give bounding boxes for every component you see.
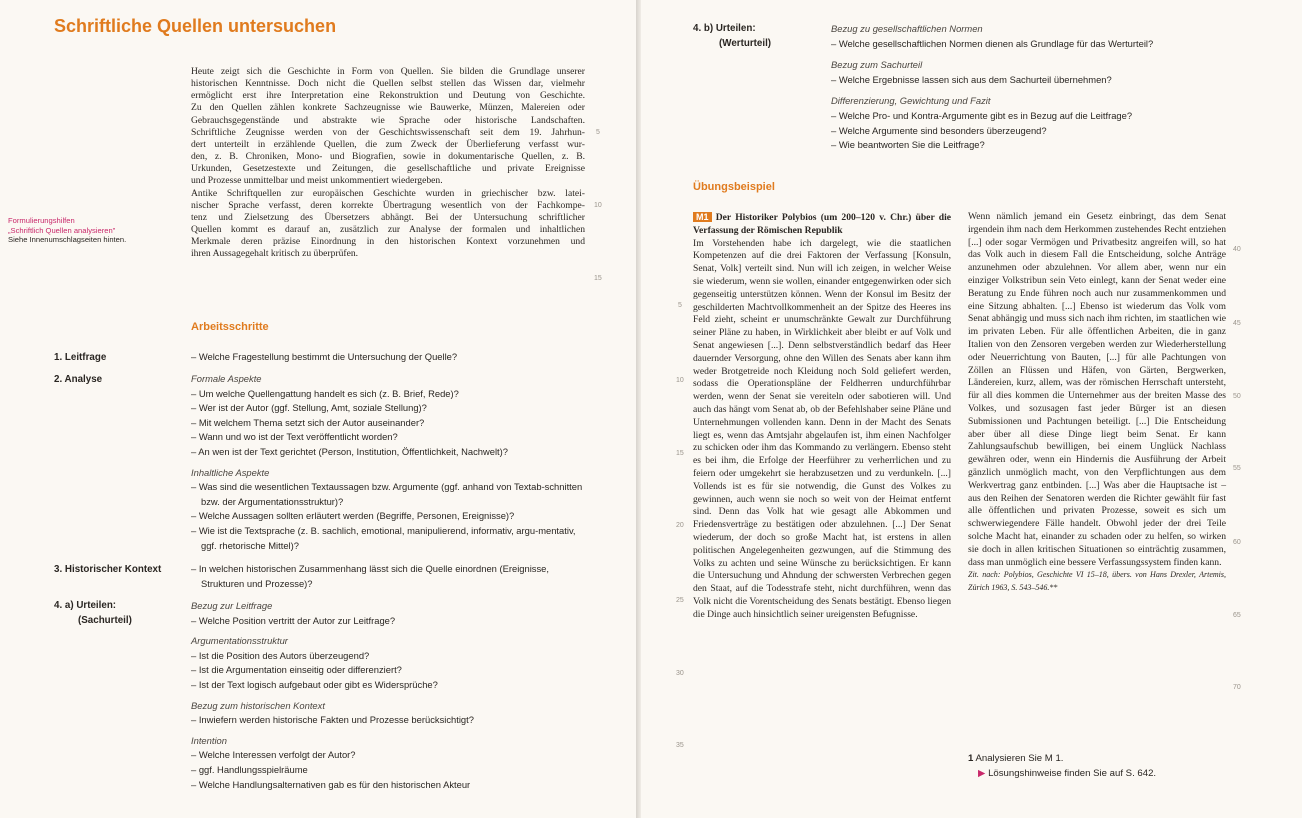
- question: – Welche Argumente sind besonders überzeugend?: [831, 124, 1047, 136]
- intro-line: Antike Schriftquellen zur europäischen Geschichte wurden in griechischer bzw. latei-: [191, 187, 585, 199]
- source-column-2: [968, 211, 1226, 595]
- source-citation: Zit. nach: Polybios, Geschichte VI 15–18, übers. von Hans Drexler, Artemis, Zürich 1963, S. 543–546.**: [968, 570, 1226, 592]
- step-subheading: Bezug zu gesellschaftlichen Normen: [831, 23, 983, 34]
- step-subheading: Bezug zum historischen Kontext: [191, 699, 325, 711]
- intro-line: ermöglicht erst ihre Interpretation eine Rekonstruktion und Deutung von Geschichte.: [191, 90, 585, 102]
- line-number: 55: [1233, 465, 1241, 472]
- question: – Welche Aussagen sollten erläutert werden (Begriffe, Personen, Ereignisse)?: [191, 510, 515, 522]
- intro-paragraph: [191, 66, 585, 261]
- line-number: 70: [1233, 684, 1241, 691]
- intro-line: ihren Aussagegehalt kritisch zu überprüfen.: [191, 248, 359, 260]
- step-4a-label: 4. a) Urteilen:: [54, 600, 117, 611]
- line-number: 20: [676, 522, 684, 529]
- line-number: 45: [1233, 320, 1241, 327]
- line-number: 65: [1233, 612, 1241, 619]
- intro-line: Heute zeigt sich die Geschichte in Form von Quellen. Sie bilden die Grundlage unserer: [191, 66, 585, 77]
- task-text: Analysieren Sie M 1.: [975, 753, 1064, 764]
- side-note-label: Formulierungshilfen: [8, 216, 75, 225]
- step-4b: [831, 22, 1251, 153]
- line-number: 10: [676, 377, 684, 384]
- left-page: [0, 0, 636, 818]
- task: [968, 751, 1228, 781]
- question: – Ist der Text logisch aufgebaut oder gibt es Widersprüche?: [191, 678, 438, 690]
- question: – Welche Pro- und Kontra-Argumente gibt es in Bezug auf die Leitfrage?: [831, 109, 1133, 121]
- intro-line: Schriftliche Zeugnisse werden von der Geschichtswissenschaft seit dem 19. Jahrhun-: [191, 126, 585, 138]
- question: – Ist die Argumentation einseitig oder differenziert?: [191, 664, 402, 676]
- step-subheading: Intention: [191, 734, 227, 746]
- source-title-text: Der Historiker Polybios (um 200–120 v. Chr.) über die Verfassung der Römischen Republik: [693, 212, 951, 236]
- step-3: [191, 562, 591, 591]
- line-number: 50: [1233, 393, 1241, 400]
- step-4a: [191, 599, 591, 792]
- step-subheading: Bezug zum Sachurteil: [831, 59, 923, 71]
- intro-line: nischer Sprache verfasst, deren korrekte Übertragung wesentlich von der Fachkompe-: [191, 199, 585, 211]
- step-2: [191, 372, 591, 553]
- arrow-right-icon: ▶: [978, 768, 986, 779]
- line-number: 5: [596, 129, 600, 136]
- example-heading: Übungsbeispiel: [693, 181, 775, 193]
- side-note-quote: „Schriftlich Quellen analysieren": [8, 225, 116, 235]
- question: – Welche Fragestellung bestimmt die Untersuchung der Quelle?: [191, 351, 458, 362]
- source-badge: M1: [693, 212, 712, 222]
- step-subheading: Bezug zur Leitfrage: [191, 600, 273, 611]
- step-subheading: Inhaltliche Aspekte: [191, 466, 270, 478]
- question: – Welche Ergebnisse lassen sich aus dem Sachurteil übernehmen?: [831, 73, 1112, 85]
- source-title: [693, 211, 951, 238]
- intro-line: Zu den Quellen zählen konkrete Sachzeugnisse wie Bauwerke, Münzen, Malereien oder: [191, 102, 585, 114]
- line-number: 25: [676, 597, 684, 604]
- step-2-label: 2. Analyse: [54, 374, 103, 385]
- step-subheading: Argumentationsstruktur: [191, 635, 288, 647]
- question: – Was sind die wesentlichen Textaussagen bzw. Argumente (ggf. anhand von Textab-schnitten bzw. der Argumentationsstruktur)?: [191, 481, 583, 507]
- line-number: 10: [594, 202, 602, 209]
- intro-line: Gebrauchsgegenstände und abstrakte wie Sprache oder historische Landschaften.: [191, 114, 585, 126]
- task-hint[interactable]: Lösungshinweise finden Sie auf S. 642.: [988, 768, 1157, 779]
- step-4a-sub: (Sachurteil): [78, 615, 132, 626]
- question: – Wie ist die Textsprache (z. B. sachlich, emotional, manipulierend, informativ, argu-mentativ, ggf. rhetorische Mittel)?: [191, 524, 576, 551]
- intro-line: Quellen kommt es darauf an, zusätzlich zur Analyse der formalen und inhaltlichen: [191, 224, 585, 236]
- step-1: [191, 350, 591, 365]
- task-line: [968, 751, 1228, 766]
- intro-line: dert unterteilt in erzählende Quellen, die zum Zweck der Überlieferung verfasst wur-: [191, 138, 585, 150]
- side-note: [8, 216, 178, 245]
- steps-heading: Arbeitsschritte: [191, 321, 269, 333]
- question: – Welche Handlungsalternativen gab es für den historischen Akteur: [191, 778, 471, 790]
- question: – Wer ist der Autor (ggf. Stellung, Amt, soziale Stellung)?: [191, 402, 427, 414]
- line-number: 15: [676, 450, 684, 457]
- question: – Wie beantworten Sie die Leitfrage?: [831, 139, 985, 151]
- intro-line: tenz und Zielsetzung des Übersetzers abhängt. Bei der Untersuchung schriftlicher: [191, 211, 585, 223]
- question: – ggf. Handlungsspielräume: [191, 763, 308, 775]
- question: – Um welche Quellengattung handelt es sich (z. B. Brief, Rede)?: [191, 387, 459, 399]
- line-number: 30: [676, 670, 684, 677]
- step-4b-label: 4. b) Urteilen:: [693, 23, 756, 34]
- task-number: 1: [968, 753, 974, 764]
- intro-line: und Prozesse unmittelbar und meist unkommentiert wiedergeben.: [191, 175, 443, 187]
- step-subheading: Differenzierung, Gewichtung und Fazit: [831, 95, 991, 107]
- intro-line: den, z. B. Chroniken, Mono- und Biografien, sowie in dokumentarische Quellen, z. B.: [191, 151, 585, 163]
- step-4b-sub: (Werturteil): [719, 38, 772, 49]
- line-number: 5: [678, 302, 682, 309]
- line-number: 40: [1233, 246, 1241, 253]
- question: – Ist die Position des Autors überzeugend?: [191, 649, 370, 661]
- page-title: Schriftliche Quellen untersuchen: [54, 16, 337, 36]
- question: – Wann und wo ist der Text veröffentlicht worden?: [191, 431, 398, 443]
- intro-line: Urkunden, Gesetzestexte und Zeitungen, die gesellschaftliche und private Ereignisse: [191, 163, 585, 175]
- step-subheading: Formale Aspekte: [191, 373, 262, 384]
- source-column-1: [693, 211, 951, 622]
- line-number: 60: [1233, 539, 1241, 546]
- line-number: 35: [676, 742, 684, 749]
- source-text-2: Wenn nämlich jemand ein Gesetz einbringt, das dem Senat irgendein ihm nach dem Herkommen zustehendes Recht entziehen [...] oder sogar Vermögen und Privatbesitz angreifen will, so hat das Volk auch in diesem Fall die Entscheidung, solche Anträge anzunehmen oder abzulehnen. Vor allem aber, wenn nur ein einziger Volkstribun sein Veto einlegt, kann der Senat weder eine Beratung zu Ende führen noch auch nur zusammenkommen und eine Sitzung abhalten. [...] Ebenso ist wiederum das Volk vom Senat abhängig und muss sich nach ihm richten, im staatlichen wie im privaten Leben. Für alle öffentlichen Arbeiten, die in ganz Italien von den Zensoren vergeben werden zur Wiederherstellung oder Neuerrichtung von Bauten, [...] für alle Pachtungen von Zöllen an Flüssen und Häfen, von Gärten, Bergwerken, Ländereien, kurz, allem, was der römischen Herrschaft untersteht, für all dies kommen die Unternehmer aus der breiten Masse des Volkes, und sozusagen fast jeder Bürger ist an diesen Submissionen und Pachtungen beteiligt. [...] Die Entscheidung aber über all diese Dinge liegt beim Senat. Er kann Zahlungsaufschub bewilligen, bei einem Unglück Nachlass gewähren oder, wenn ein Hindernis die Ausführung der Arbeit gänzlich unmöglich macht, von den Verpflichtungen aus dem Werkvertrag ganz entbinden. [...] Was aber die Hauptsache ist – aus den Reihen der Senatoren werden die Richter gewählt für fast alle öffentlichen und privaten Prozesse, soweit es sich um schwerwiegendere Fälle handelt. Obwohl jeder der drei Teile solche Macht hat, einander zu schaden oder zu helfen, so wirken sie doch in allen kritischen Situationen so einträchtig zusammen, dass man unmöglich eine bessere Verfassungssystem finden kann.: [968, 211, 1226, 568]
- question: – In welchen historischen Zusammenhang lässt sich die Quelle einordnen (Ereignisse, Strukturen und Prozesse)?: [191, 563, 550, 589]
- question: – Welche Interessen verfolgt der Autor?: [191, 749, 356, 761]
- source-text-1: Im Vorstehenden habe ich dargelegt, wie die staatlichen Kompetenzen auf die drei Faktoren der Verfassung [Konsuln, Senat, Volk] verteilt sind. Nun will ich zeigen, in welcher Weise sie wiederum, wenn sie wollen, einander entgegenwirken oder sich gegenseitig unterstützen können. Wenn der Konsul im Besitz der geschilderten Machtvollkommenheit an der Spitze des Heeres ins Feld zieht, scheint er unumschränkte Gewalt zur Durchführung seiner Pläne zu haben, in Wirklichkeit aber bleibt er auf Volk und Senat angewiesen [...]. Denn selbstverständlich bedarf das Heer dauernder Versorgung, ohne den Willen des Senats aber kann ihm weder Brotgetreide noch Kleidung noch Sold geliefert werden, sodass die Operationspläne der Feldherren undurchführbar werden, wenn der Senat sie vereiteln oder sabotieren will. Und auch das hängt vom Senat ab, ob der Befehlshaber seine Pläne und Unternehmungen vollenden kann. Denn in der Macht des Senats liegt es, wenn das Amtsjahr abgelaufen ist, ihm einen Nachfolger zu schicken oder ihm das Kommando zu verlängern. Ebenso steht es bei ihm, die Erfolge der Heerführer zu verherrlichen und zu feiern oder umgekehrt sie herabzusetzen und zu verdunkeln. [...] Vollends ist es für sie notwendig, die Gunst des Volkes zu gewinnen, auch wenn sie noch so weit von der Heimat entfernt sind. Denn das Volk hat wie gesagt alle Abkommen und Friedensverträge zu bestätigen oder abzulehnen. [...] Der Senat wiederum, der doch so große Macht hat, ist erstens in allen politischen Angelegenheiten gezwungen, auf die Stimmung des Volks zu achten und seine Wünsche zu berücksichtigen. Er kann die Untersuchung und Ahndung der schwersten Verbrechen gegen den Staat, auf die Todesstrafe steht, nicht durchführen, wenn das Volk nicht die Vorentscheidung des Senats bestätigt. Ebenso liegen die Dinge auch hinsichtlich seiner ureigensten Befugnisse.: [693, 237, 951, 620]
- question: – An wen ist der Text gerichtet (Person, Institution, Öffentlichkeit, Nachwelt)?: [191, 445, 508, 457]
- question: – Inwiefern werden historische Fakten und Prozesse berücksichtigt?: [191, 714, 474, 726]
- task-hint-line: [968, 766, 1228, 781]
- line-number: 15: [594, 275, 602, 282]
- intro-line: historischen Kenntnisse. Doch nicht die Quellen selbst stellen das Wissen dar, vielmehr: [191, 78, 585, 90]
- question: – Welche gesellschaftlichen Normen dienen als Grundlage für das Werturteil?: [831, 37, 1154, 49]
- step-1-label: 1. Leitfrage: [54, 352, 107, 363]
- right-page: [641, 0, 1302, 818]
- side-note-ref: Siehe Innenumschlagseiten hinten.: [8, 235, 127, 245]
- question: – Mit welchem Thema setzt sich der Autor auseinander?: [191, 416, 425, 428]
- step-3-label: 3. Historischer Kontext: [54, 564, 162, 575]
- intro-line: Merkmale deren präzise Einordnung in den historischen Kontext vorzunehmen und: [191, 236, 585, 248]
- question: – Welche Position vertritt der Autor zur Leitfrage?: [191, 614, 396, 626]
